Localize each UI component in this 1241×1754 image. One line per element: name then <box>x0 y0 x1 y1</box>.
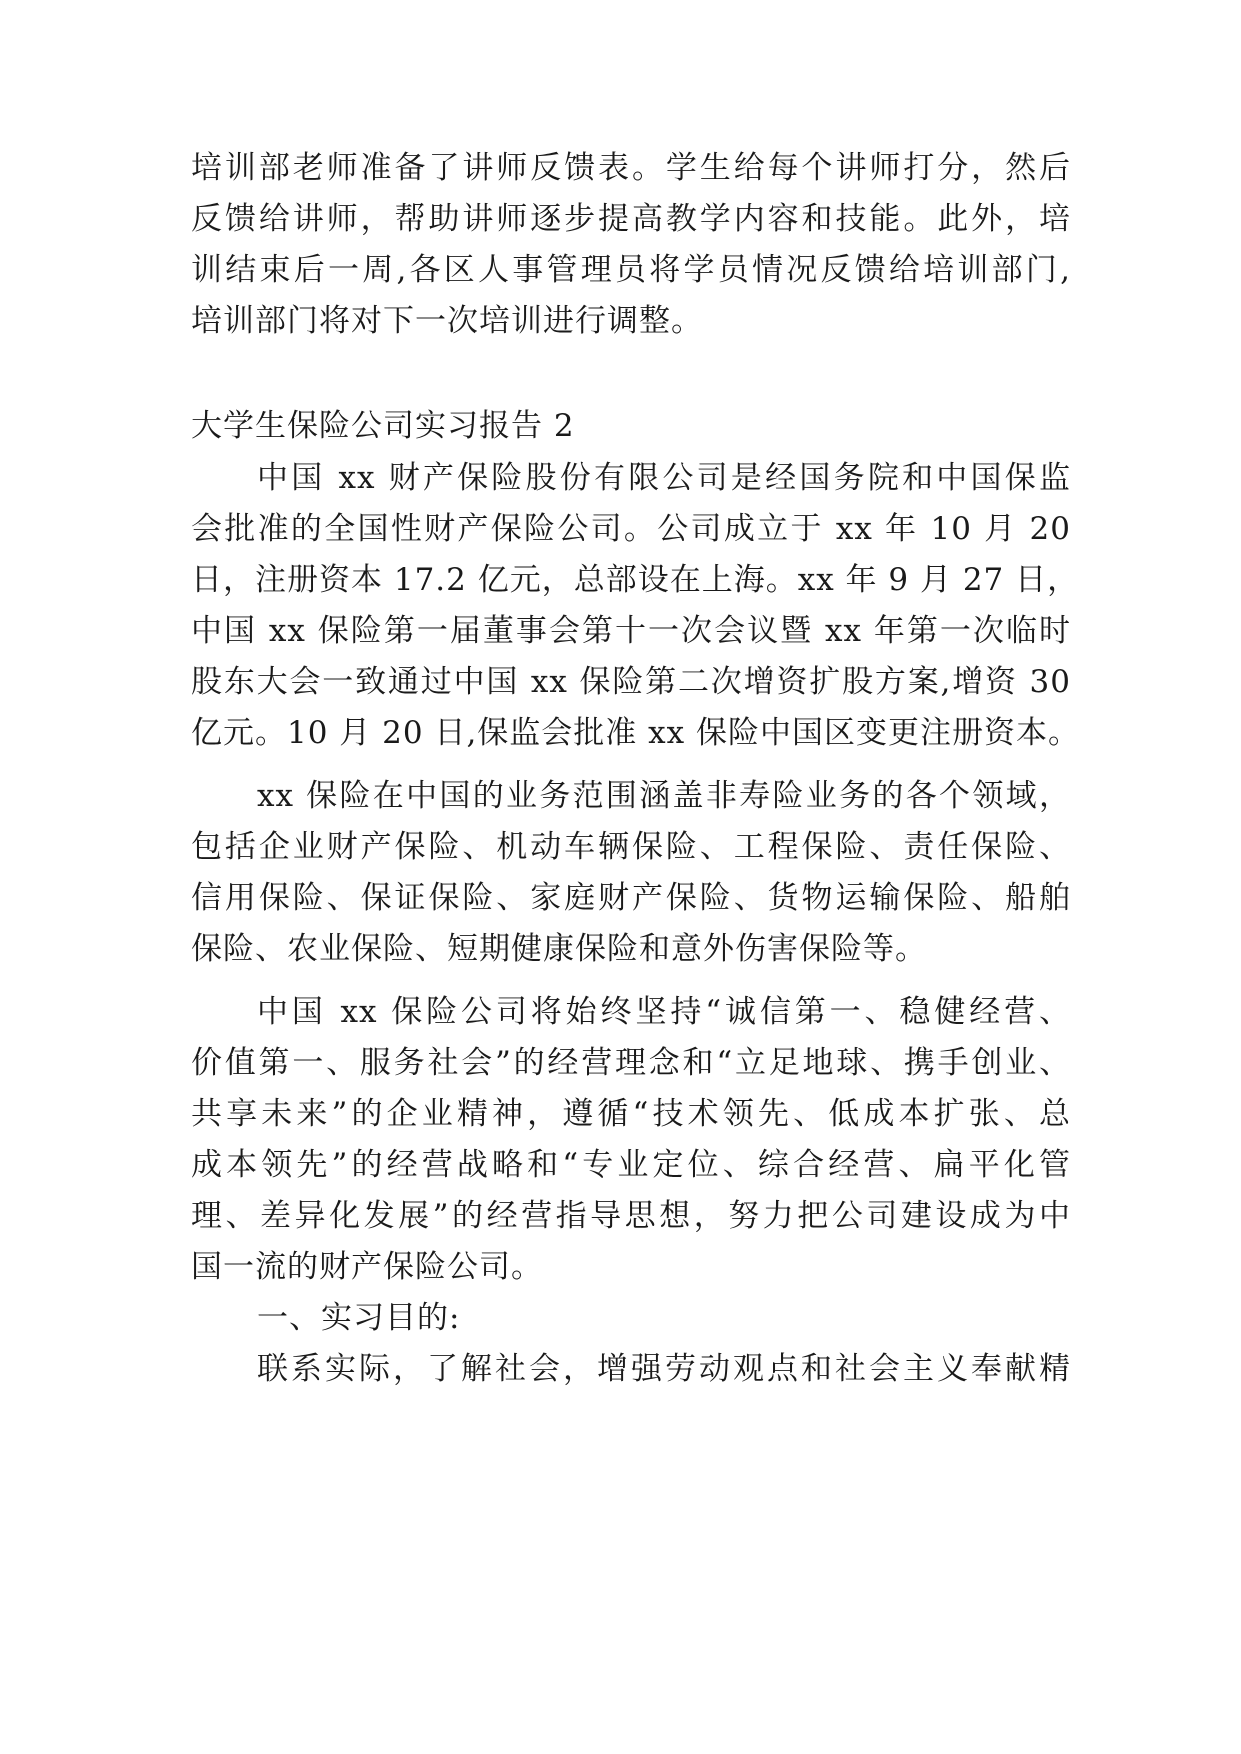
paragraph-line: 联系实际，了解社会，增强劳动观点和社会主义奉献精 <box>257 1351 1071 1387</box>
paragraph-line: 培训部老师准备了讲师反馈表。学生给每个讲师打分，然后 <box>191 150 1071 186</box>
paragraph-line: 理、差异化发展”的经营指导思想，努力把公司建设成为中 <box>191 1198 1071 1234</box>
paragraph-line: xx 保险在中国的业务范围涵盖非寿险业务的各个领域， <box>257 778 1071 814</box>
paragraph-line: 股东大会一致通过中国 xx 保险第二次增资扩股方案,增资 30 <box>191 664 1071 700</box>
paragraph-line: 反馈给讲师，帮助讲师逐步提高教学内容和技能。此外，培 <box>191 201 1071 237</box>
paragraph-line: 中国 xx 财产保险股份有限公司是经国务院和中国保监 <box>257 460 1071 496</box>
paragraph-line: 信用保险、保证保险、家庭财产保险、货物运输保险、船舶 <box>191 880 1071 916</box>
paragraph-line: 成本领先”的经营战略和“专业定位、综合经营、扁平化管 <box>191 1147 1071 1183</box>
paragraph-line: 日，注册资本 17.2 亿元，总部设在上海。xx 年 9 月 27 日， <box>191 562 1080 598</box>
paragraph-line: 训结束后一周,各区人事管理员将学员情况反馈给培训部门, <box>191 252 1071 288</box>
paragraph-line: 共享未来”的企业精神，遵循“技术领先、低成本扩张、总 <box>191 1096 1071 1132</box>
subheading: 一、实习目的: <box>257 1300 461 1336</box>
paragraph-line: 价值第一、服务社会”的经营理念和“立足地球、携手创业、 <box>191 1045 1071 1081</box>
section-title: 大学生保险公司实习报告 2 <box>191 408 575 444</box>
paragraph-line: 中国 xx 保险公司将始终坚持“诚信第一、稳健经营、 <box>257 994 1071 1030</box>
paragraph-line: 会批准的全国性财产保险公司。公司成立于 xx 年 10 月 20 <box>191 511 1071 547</box>
paragraph-line: 培训部门将对下一次培训进行调整。 <box>191 303 703 339</box>
paragraph-line: 保险、农业保险、短期健康保险和意外伤害保险等。 <box>191 931 927 967</box>
paragraph-line: 包括企业财产保险、机动车辆保险、工程保险、责任保险、 <box>191 829 1071 865</box>
paragraph-line: 中国 xx 保险第一届董事会第十一次会议暨 xx 年第一次临时 <box>191 613 1071 649</box>
paragraph-line: 亿元。10 月 20 日,保监会批准 xx 保险中国区变更注册资本。 <box>191 715 1080 751</box>
paragraph-line: 国一流的财产保险公司。 <box>191 1249 543 1285</box>
